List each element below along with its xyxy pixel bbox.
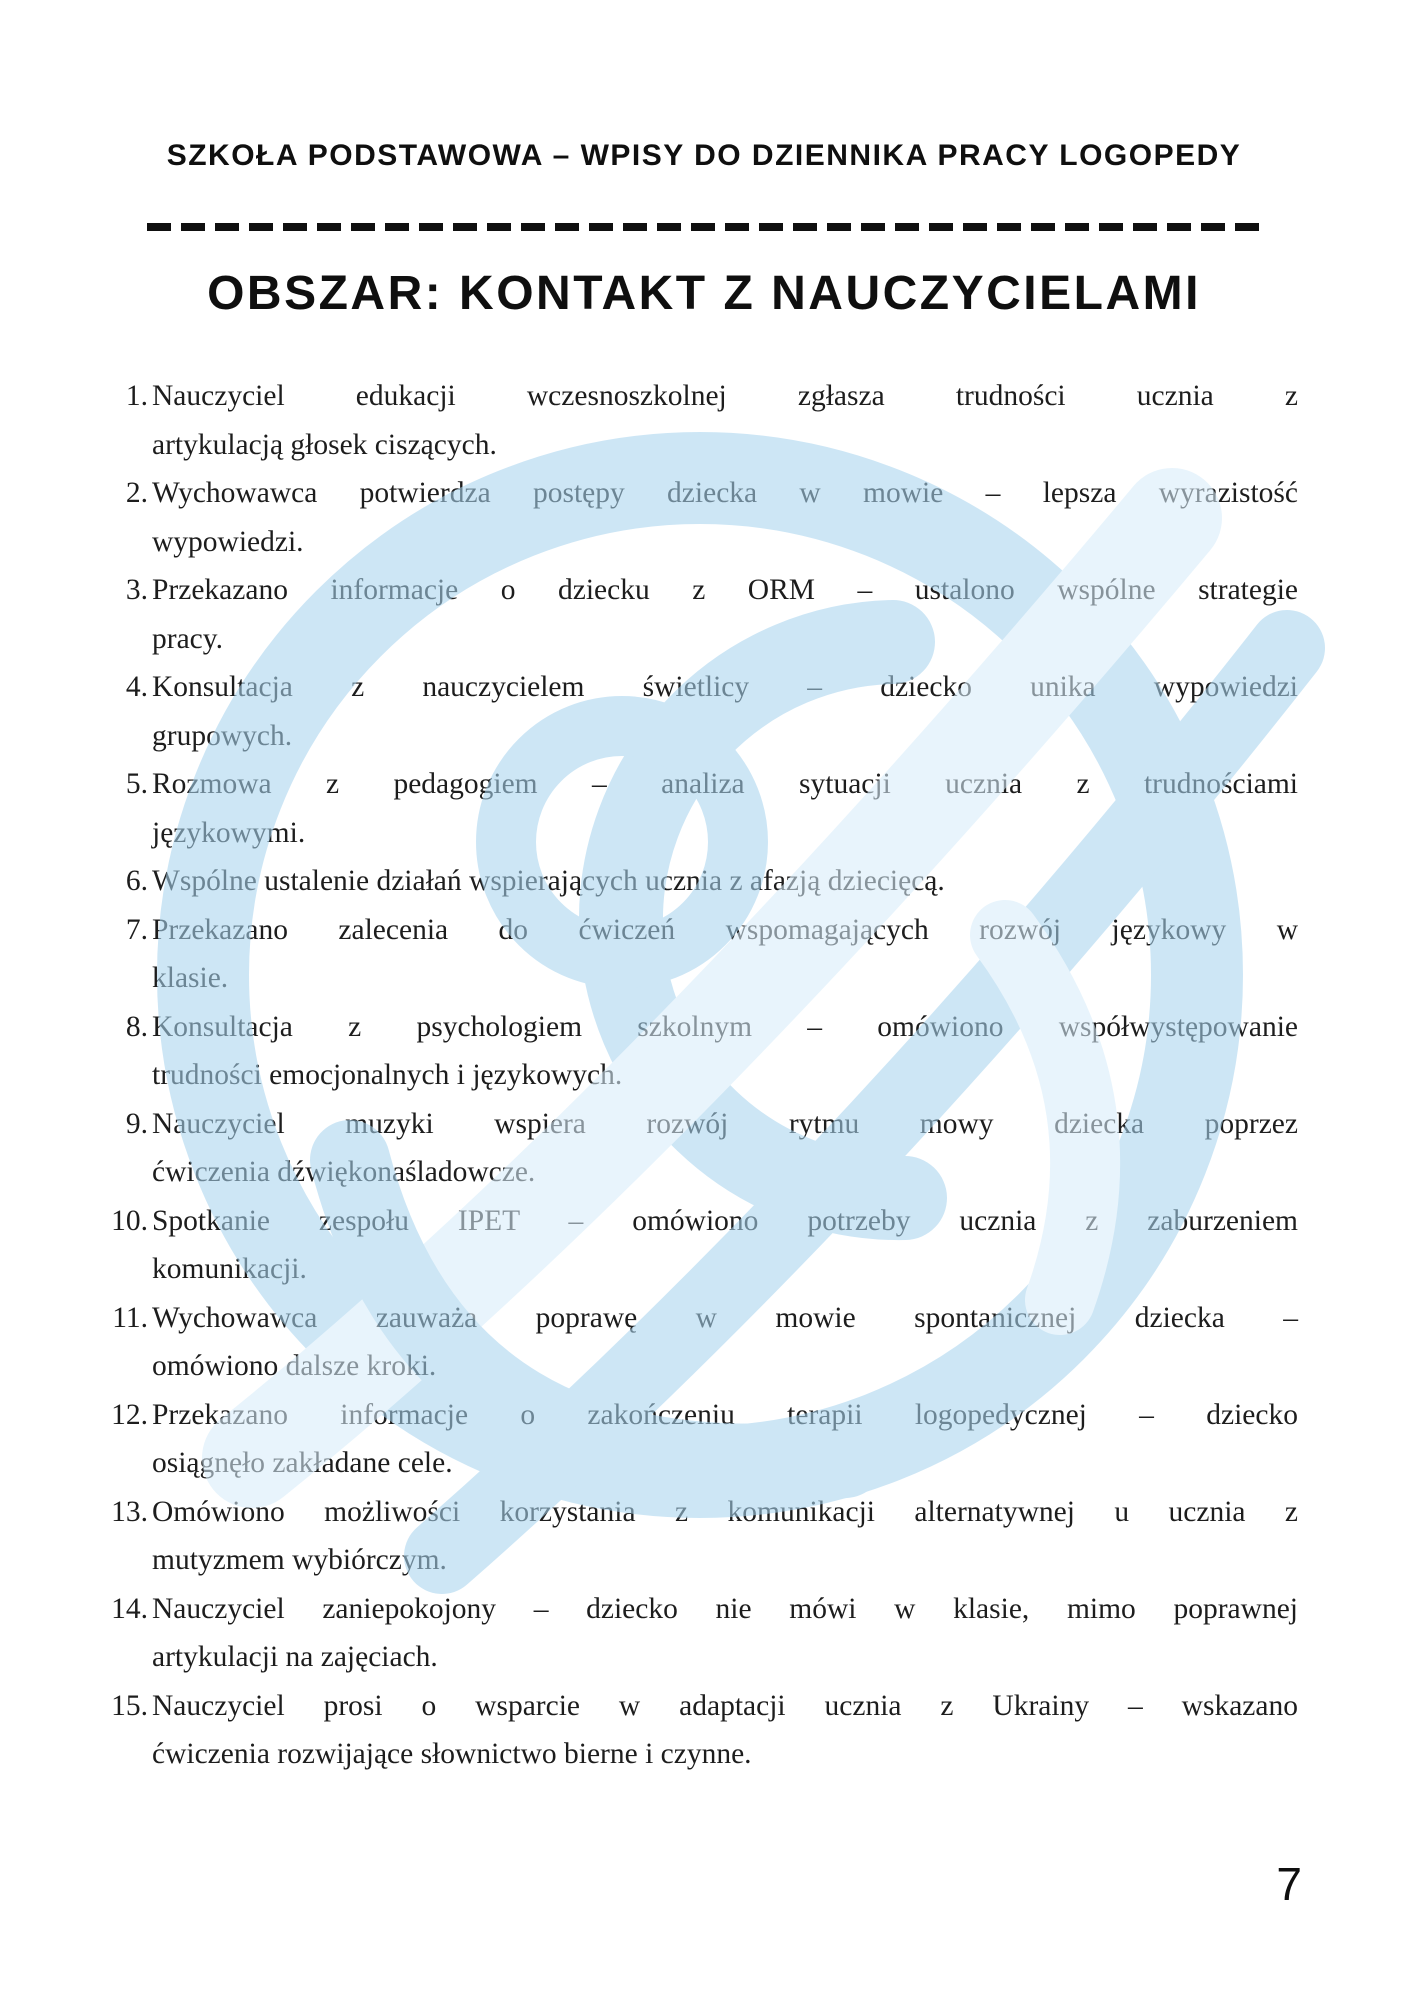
item-number: 2.	[125, 477, 148, 509]
item-line: Przekazano informacje o zakończeniu terapii logopedycznej – dziecko	[152, 1398, 1298, 1431]
item-text	[152, 906, 1298, 1003]
item-line: trudności emocjonalnych i językowych.	[152, 1059, 623, 1091]
list-item	[110, 1197, 1298, 1294]
item-line: Wychowawca potwierdza postępy dziecka w mowie – lepsza wyrazistość	[152, 477, 1298, 509]
item-number: 12.	[111, 1398, 148, 1431]
list-item	[110, 906, 1298, 1003]
item-line: komunikacji.	[152, 1253, 307, 1285]
item-line: Nauczyciel edukacji wczesnoszkolnej zgłasza trudności ucznia z	[152, 380, 1298, 412]
item-line: wypowiedzi.	[152, 525, 304, 558]
item-text	[152, 857, 1298, 906]
item-text	[152, 1391, 1298, 1488]
item-line: językowymi.	[152, 816, 306, 849]
item-line: omówiono dalsze kroki.	[152, 1350, 437, 1382]
item-line: Rozmowa z pedagogiem – analiza sytuacji ucznia z trudnościami	[152, 768, 1298, 800]
item-line: Omówiono możliwości korzystania z komunikacji alternatywnej u ucznia z	[152, 1495, 1298, 1528]
item-number: 9.	[125, 1107, 148, 1140]
item-number: 5.	[125, 768, 148, 800]
list-item	[110, 1003, 1298, 1100]
list-item	[110, 1682, 1298, 1779]
item-number: 11.	[112, 1301, 148, 1334]
list-item	[110, 372, 1298, 469]
item-line: Spotkanie zespołu IPET – omówiono potrzeby ucznia z zaburzeniem	[152, 1204, 1298, 1237]
item-number: 1.	[125, 380, 148, 412]
item-line: artykulacją głosek ciszących.	[152, 428, 497, 461]
list-item	[110, 663, 1298, 760]
item-number: 6.	[125, 865, 148, 897]
item-text	[152, 1003, 1298, 1100]
item-line: Konsultacja z nauczycielem świetlicy – dziecko unika wypowiedzi	[152, 671, 1298, 703]
list-item	[110, 1391, 1298, 1488]
item-number: 15.	[111, 1689, 148, 1722]
list-item	[110, 857, 1298, 906]
item-number: 14.	[111, 1592, 148, 1625]
item-number: 3.	[125, 574, 148, 606]
entries-list	[110, 372, 1298, 1779]
item-line: mutyzmem wybiórczym.	[152, 1544, 447, 1576]
item-line: osiągnęło zakładane cele.	[152, 1447, 453, 1479]
dashed-divider	[147, 223, 1263, 231]
item-text	[152, 1100, 1298, 1197]
list-item	[110, 469, 1298, 566]
item-text	[152, 372, 1298, 469]
item-line: ćwiczenia dźwiękonaśladowcze.	[152, 1156, 536, 1188]
item-line: Wspólne ustalenie działań wspierających ucznia z afazją dziecięcą.	[152, 865, 945, 897]
page-header: SZKOŁA PODSTAWOWA – WPISY DO DZIENNIKA PRACY LOGOPEDY	[166, 139, 1242, 172]
item-text	[152, 1585, 1298, 1682]
item-line: Przekazano informacje o dziecku z ORM – ustalono wspólne strategie	[152, 574, 1298, 606]
item-line: klasie.	[152, 962, 229, 994]
list-item	[110, 1100, 1298, 1197]
item-line: Wychowawca zauważa poprawę w mowie spontanicznej dziecka –	[152, 1301, 1298, 1334]
page-title: OBSZAR: KONTAKT Z NAUCZYCIELAMI	[207, 267, 1201, 320]
list-item	[110, 1488, 1298, 1585]
list-item	[110, 566, 1298, 663]
item-number: 4.	[125, 671, 148, 703]
item-line: grupowych.	[152, 719, 293, 752]
item-number: 13.	[111, 1495, 148, 1528]
item-line: ćwiczenia rozwijające słownictwo bierne i czynne.	[152, 1738, 752, 1770]
item-number: 10.	[111, 1204, 148, 1237]
item-text	[152, 469, 1298, 566]
page-number: 7	[1276, 1858, 1302, 1910]
item-line: Nauczyciel zaniepokojony – dziecko nie mówi w klasie, mimo poprawnej	[152, 1592, 1298, 1625]
item-number: 7.	[125, 913, 148, 946]
list-item	[110, 1294, 1298, 1391]
item-text	[152, 1682, 1298, 1779]
item-line: Przekazano zalecenia do ćwiczeń wspomagających rozwój językowy w	[152, 913, 1298, 946]
item-text	[152, 566, 1298, 663]
list-item	[110, 760, 1298, 857]
list-item	[110, 1585, 1298, 1682]
item-text	[152, 1197, 1298, 1294]
item-text	[152, 1488, 1298, 1585]
item-line: Nauczyciel prosi o wsparcie w adaptacji ucznia z Ukrainy – wskazano	[152, 1689, 1298, 1722]
item-text	[152, 1294, 1298, 1391]
item-text	[152, 663, 1298, 760]
item-number: 8.	[125, 1010, 148, 1043]
item-line: Konsultacja z psychologiem szkolnym – omówiono współwystępowanie	[152, 1010, 1298, 1043]
item-line: pracy.	[152, 622, 223, 655]
item-text	[152, 760, 1298, 857]
item-line: artykulacji na zajęciach.	[152, 1641, 438, 1673]
item-line: Nauczyciel muzyki wspiera rozwój rytmu mowy dziecka poprzez	[152, 1107, 1298, 1140]
